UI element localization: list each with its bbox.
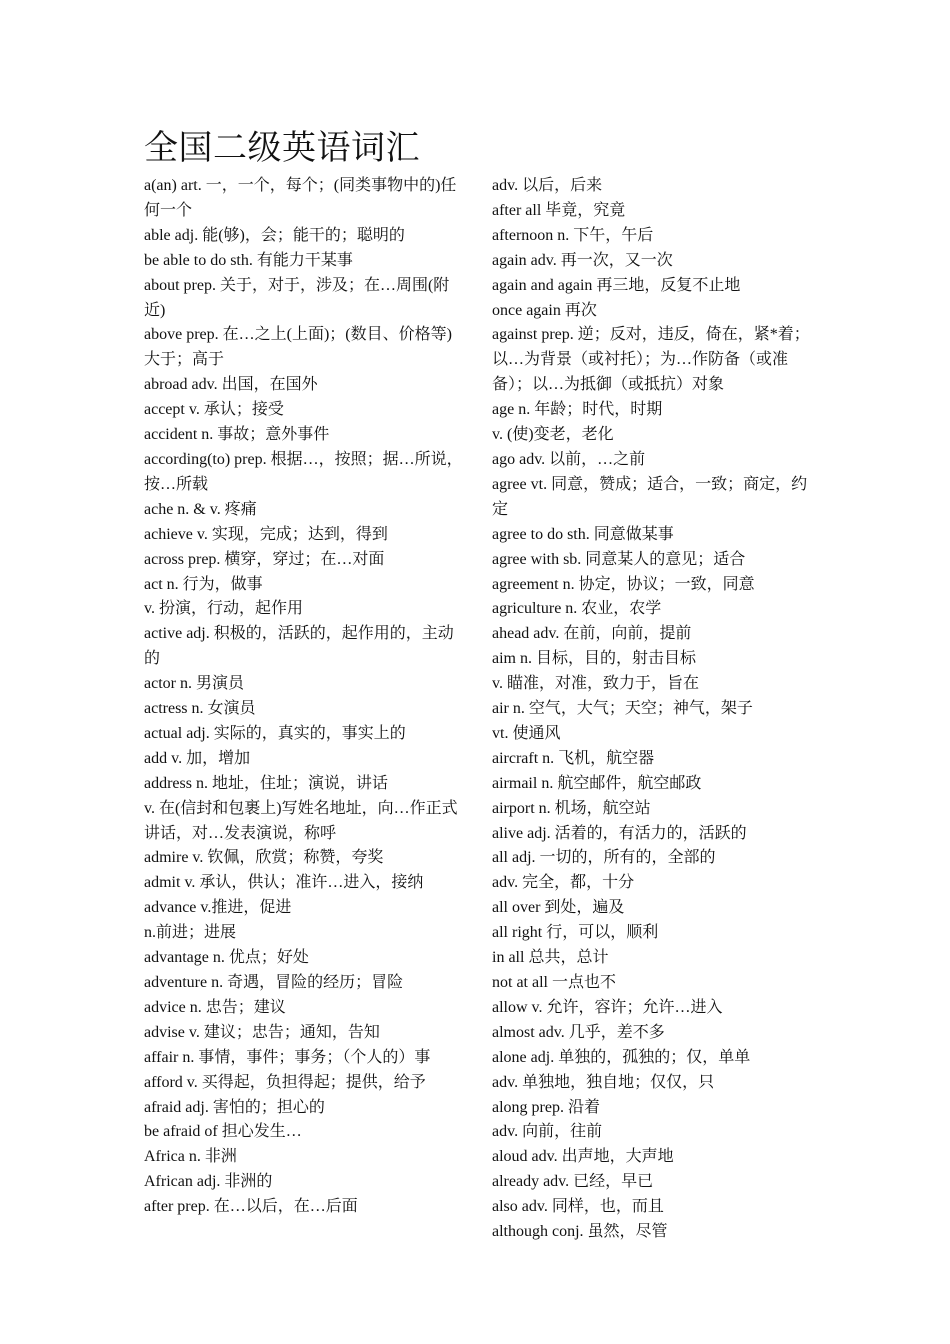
vocab-entry: actress n. 女演员 [144, 700, 256, 718]
vocab-entry: agree to do sth. 同意做某事 [492, 525, 674, 543]
vocab-entry: agree vt. 同意，赞成；适合，一致；商定，约定 [492, 475, 808, 518]
vocab-entry: active adj. 积极的，活跃的，起作用的，主动的 [144, 625, 454, 668]
vocab-entry: about prep. 关于，对于，涉及；在…周围(附近) [144, 276, 450, 319]
vocab-entry: advantage n. 优点；好处 [144, 949, 309, 967]
vocab-entry: already adv. 已经，早已 [492, 1173, 654, 1191]
vocab-entry: along prep. 沿着 [492, 1098, 600, 1116]
vocab-entry: vt. 使通风 [492, 724, 561, 742]
vocab-entry: accept v. 承认；接受 [144, 401, 284, 419]
vocab-entry: adv. 以后，后来 [492, 177, 603, 194]
vocab-entry: actor n. 男演员 [144, 675, 244, 693]
vocab-entry: again adv. 再一次，又一次 [492, 251, 673, 269]
vocab-entry: aloud adv. 出声地，大声地 [492, 1148, 674, 1166]
vocab-entry: airport n. 机场，航空站 [492, 799, 651, 817]
vocab-entry: adv. 单独地，独自地；仅仅，只 [492, 1073, 715, 1091]
vocab-entry: a(an) art. 一，一个，每个；(同类事物中的)任何一个 [144, 177, 457, 219]
vocab-entry: achieve v. 实现，完成；达到，得到 [144, 525, 388, 543]
vocab-column-right [492, 174, 814, 1245]
vocab-entry: admit v. 承认，供认；准许…进入，接纳 [144, 874, 424, 892]
vocab-entry: ahead adv. 在前，向前，提前 [492, 625, 692, 643]
vocab-entry: aim n. 目标，目的，射击目标 [492, 650, 696, 668]
vocab-entry: afternoon n. 下午，午后 [492, 226, 654, 244]
vocab-entry: age n. 年龄；时代，时期 [492, 401, 663, 419]
vocab-entry: accident n. 事故；意外事件 [144, 426, 330, 444]
vocab-entry: again and again 再三地，反复不止地 [492, 276, 741, 294]
vocab-entry: ache n. & v. 疼痛 [144, 500, 257, 518]
vocab-entry: in all 总共，总计 [492, 949, 609, 967]
vocab-entry: abroad adv. 出国，在国外 [144, 376, 318, 394]
vocab-entry: afraid adj. 害怕的；担心的 [144, 1098, 325, 1116]
vocab-entry: alive adj. 活着的，有活力的，活跃的 [492, 824, 747, 842]
vocab-entry: v. 扮演，行动，起作用 [144, 600, 303, 618]
vocab-entry: allow v. 允许，容许；允许…进入 [492, 998, 723, 1016]
vocab-entry: according(to) prep. 根据…，按照；据…所说，按…所载 [144, 450, 463, 493]
vocab-entry: African adj. 非洲的 [144, 1173, 273, 1191]
vocab-entry: address n. 地址，住址；演说，讲话 [144, 774, 388, 792]
vocab-entry: advance v.推进，促进 [144, 899, 292, 917]
vocab-entry: afford v. 买得起，负担得起；提供，给予 [144, 1073, 426, 1091]
vocab-entry: v. (使)变老，老化 [492, 426, 614, 444]
vocab-entry: against prep. 逆；反对，违反，倚在，紧*着；以…为背景（或衬托）；为…作防备（或准备）；以…为抵御（或抵抗）对象 [492, 326, 810, 394]
vocab-entry: adv. 向前，往前 [492, 1123, 603, 1141]
vocab-entry: agriculture n. 农业，农学 [492, 600, 662, 618]
vocab-entry: v. 在(信封和包裹上)写姓名地址，向…作正式讲话，对…发表演说，称呼 [144, 799, 458, 842]
vocab-entry: add v. 加，增加 [144, 749, 251, 767]
vocab-entry: adv. 完全，都，十分 [492, 874, 635, 892]
vocab-entry: be able to do sth. 有能力干某事 [144, 251, 353, 269]
vocab-entry: aircraft n. 飞机，航空器 [492, 749, 655, 767]
vocab-entry: agree with sb. 同意某人的意见；适合 [492, 550, 746, 568]
vocab-entry: alone adj. 单独的，孤独的；仅，单单 [492, 1048, 751, 1066]
vocab-entry: n.前进；进展 [144, 924, 237, 942]
vocab-entry: ago adv. 以前，…之前 [492, 450, 646, 468]
page-title: 全国二级英语词汇 [144, 130, 420, 167]
vocab-entry: air n. 空气，大气；天空；神气，架子 [492, 700, 753, 718]
vocab-entry: after prep. 在…以后，在…后面 [144, 1198, 358, 1216]
vocab-entry: v. 瞄准，对准，致力于，旨在 [492, 675, 699, 693]
vocab-entry: admire v. 钦佩，欣赏；称赞，夸奖 [144, 849, 384, 867]
vocab-entry: actual adj. 实际的，真实的，事实上的 [144, 724, 406, 742]
vocab-entry: not at all 一点也不 [492, 974, 616, 991]
vocab-entry: able adj. 能(够)，会；能干的；聪明的 [144, 226, 405, 244]
vocab-entry: affair n. 事情，事件；事务；（个人的）事 [144, 1048, 431, 1066]
vocab-entry: across prep. 横穿，穿过；在…对面 [144, 550, 385, 568]
vocab-entry: also adv. 同样，也，而且 [492, 1198, 664, 1216]
vocab-entry: advise v. 建议；忠告；通知，告知 [144, 1023, 380, 1041]
vocab-entry: advice n. 忠告；建议 [144, 998, 286, 1016]
vocab-entry: all right 行，可以，顺利 [492, 924, 659, 942]
vocab-entry: be afraid of 担心发生… [144, 1123, 302, 1141]
vocab-entry: once again 再次 [492, 301, 597, 319]
vocab-entry: although conj. 虽然，尽管 [492, 1223, 668, 1241]
vocab-entry: above prep. 在…之上(上面)；(数目、价格等)大于；高于 [144, 326, 452, 369]
vocab-entry: act n. 行为，做事 [144, 575, 263, 593]
vocab-entry: almost adv. 几乎，差不多 [492, 1023, 665, 1041]
vocab-entry: after all 毕竟，究竟 [492, 201, 626, 219]
vocab-entry: adventure n. 奇遇，冒险的经历；冒险 [144, 974, 404, 991]
vocab-entry: agreement n. 协定，协议；一致，同意 [492, 575, 755, 593]
vocab-column-left [144, 174, 464, 1220]
vocab-entry: all over 到处，遍及 [492, 899, 625, 917]
vocab-entry: airmail n. 航空邮件，航空邮政 [492, 774, 702, 792]
vocab-entry: Africa n. 非洲 [144, 1148, 237, 1166]
vocab-entry: all adj. 一切的，所有的，全部的 [492, 849, 716, 867]
